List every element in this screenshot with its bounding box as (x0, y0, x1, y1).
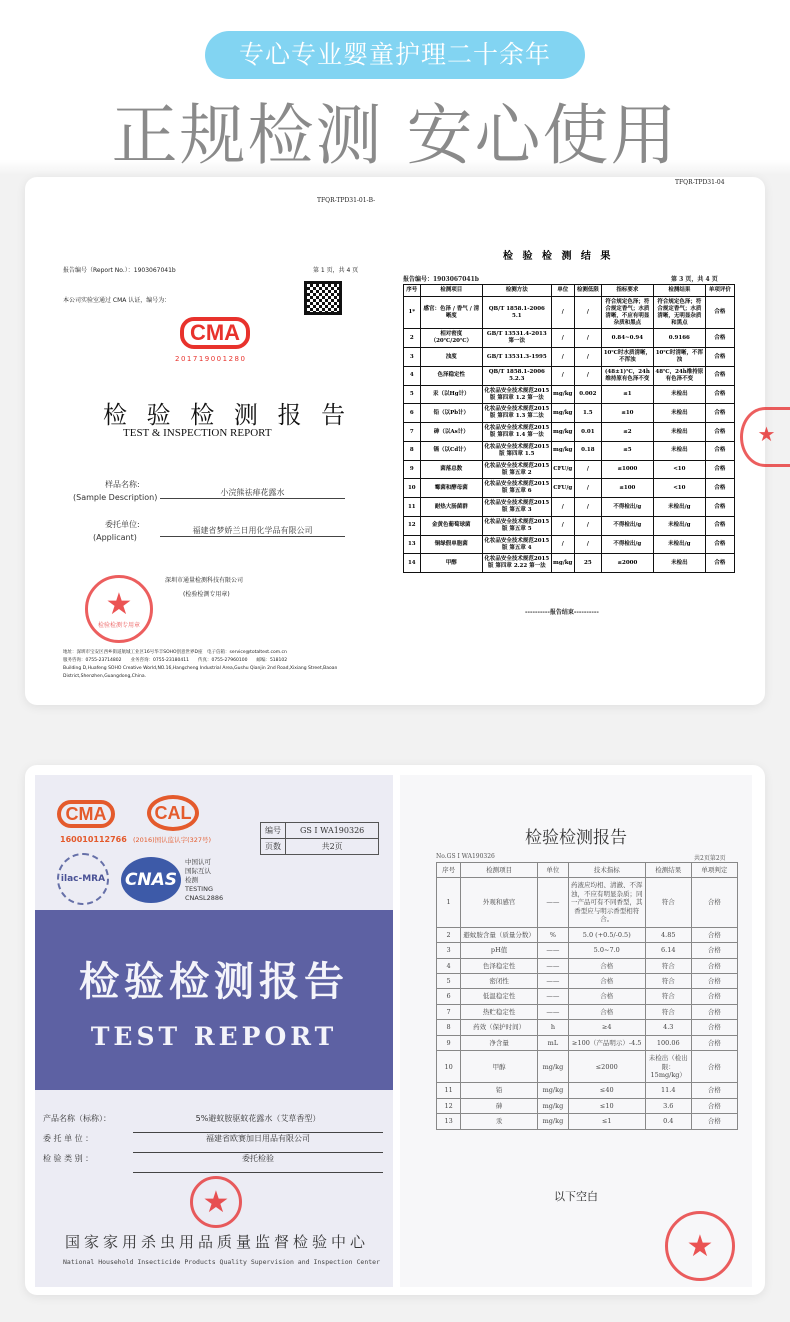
column-header: 检测项目 (461, 863, 538, 878)
table-cell: 100.06 (645, 1035, 691, 1050)
table-cell: mg/kg (538, 1051, 569, 1083)
table-cell: 6.14 (645, 943, 691, 958)
table-cell: —— (538, 878, 569, 927)
table-cell: 11.4 (645, 1083, 691, 1098)
table-cell: / (551, 366, 574, 385)
table-cell: 未检出 (653, 554, 705, 573)
table-cell: 合格 (691, 943, 737, 958)
table-cell: 不得检出/g (601, 498, 653, 517)
table-cell: 汞（以Hg计） (420, 385, 482, 404)
table-row (437, 1114, 738, 1129)
table-cell: 10 (404, 479, 421, 498)
cnas-text: 中国认可 国际互认 检测 TESTING CNASL2886 (185, 858, 224, 902)
table-cell: 合格 (568, 989, 645, 1004)
column-header: 检测结果 (645, 863, 691, 878)
table-cell: 不得检出/g (601, 516, 653, 535)
table-cell: / (574, 516, 601, 535)
table-cell: 热贮稳定性 (461, 1004, 538, 1019)
table-cell: 6 (404, 404, 421, 423)
table-cell: / (551, 516, 574, 535)
cal-logo: CAL (147, 795, 199, 831)
table-cell: 0.01 (574, 423, 601, 442)
table-cell: 1 (437, 878, 461, 927)
table-cell: 25 (574, 554, 601, 573)
table-cell: 汞 (461, 1114, 538, 1129)
table-row (404, 498, 735, 517)
column-header: 指标要求 (601, 285, 653, 297)
table-cell: 未检出 (653, 441, 705, 460)
table-cell: 符合规定色泽；符合规定香气；水质清晰，不应有明显杂质和黑点 (601, 296, 653, 329)
table-row (404, 423, 735, 442)
table-row (404, 460, 735, 479)
table-cell: 合格 (691, 1004, 737, 1019)
table-cell: <10 (653, 460, 705, 479)
cover-title-cn: 检验检测报告 (79, 959, 349, 1005)
table-cell: 9 (437, 1035, 461, 1050)
table-cell: (48±1)℃，24h维持原有色泽不变 (601, 366, 653, 385)
cma-logo: CMA (180, 317, 250, 349)
blank-note: 以下空白 (554, 1190, 598, 1203)
table-cell: 合格 (705, 535, 734, 554)
table-cell: 浊度 (420, 348, 482, 367)
table-cell: 色泽稳定性 (461, 958, 538, 973)
table-cell: 符合 (645, 973, 691, 988)
table-cell: 合格 (705, 441, 734, 460)
table-cell: 合格 (691, 927, 737, 942)
table-cell: 0.84~0.94 (601, 329, 653, 348)
table-cell: 合格 (691, 958, 737, 973)
table-row (404, 554, 735, 573)
form-code: TFQR-TPD31-01-B- (317, 197, 376, 204)
edge-stamp: ★ (740, 407, 790, 467)
table-cell: 14 (404, 554, 421, 573)
table-cell: 1* (404, 296, 421, 329)
table-cell: 符合规定色泽；符合规定香气；水质清晰，无明显杂质和黑点 (653, 296, 705, 329)
table-cell: 合格 (705, 516, 734, 535)
table-cell: 0.002 (574, 385, 601, 404)
table-cell: 合格 (691, 1035, 737, 1050)
table-cell: 合格 (691, 1051, 737, 1083)
table-cell: 甲醇 (461, 1051, 538, 1083)
table-cell: 铜绿假单胞菌 (420, 535, 482, 554)
table-cell: 感官：色泽 / 香气 / 清晰度 (420, 296, 482, 329)
table-cell: 未检出 (653, 404, 705, 423)
table-row (404, 404, 735, 423)
cma-number: 201719001280 (175, 355, 247, 363)
column-header: 序号 (437, 863, 461, 878)
table-cell: 5.0~7.0 (568, 943, 645, 958)
table-cell: 未检出 (653, 385, 705, 404)
column-header: 单位 (538, 863, 569, 878)
table-cell: 砷（以As计） (420, 423, 482, 442)
ilac-logo: ilac-MRA (57, 853, 109, 905)
table-cell: / (551, 535, 574, 554)
table-cell: 化妆品安全技术规范2015版 第四章 1.3 第二法 (483, 404, 552, 423)
sample-label: 样品名称: (105, 480, 140, 489)
table-cell: mg/kg (538, 1098, 569, 1113)
table-cell: 5 (437, 973, 461, 988)
table-row (437, 973, 738, 988)
table-cell: 0.4 (645, 1114, 691, 1129)
table-cell: 11 (404, 498, 421, 517)
table-cell: 12 (404, 516, 421, 535)
results-report-number: 报告编号：1903067041b (403, 276, 479, 283)
table-cell: / (551, 498, 574, 517)
table-cell: mg/kg (551, 385, 574, 404)
table-cell: 12 (437, 1098, 461, 1113)
qr-code-icon (304, 281, 342, 315)
table-cell: 避蚊胺含量（质量分数） (461, 927, 538, 942)
table-cell: 外观和感官 (461, 878, 538, 927)
table-cell: 符合 (645, 958, 691, 973)
column-header: 检测结果 (653, 285, 705, 297)
table-cell: 不得检出/g (601, 535, 653, 554)
table-row (404, 441, 735, 460)
table-cell: 相对密度（20℃/20℃） (420, 329, 482, 348)
table-cell: / (574, 296, 601, 329)
table-cell: GB/T 13531.4-2013 第一法 (483, 329, 552, 348)
cma-statement: 本公司实验室通过 CMA 认证，编号为： (63, 297, 171, 304)
applicant-label-en: (Applicant) (93, 533, 137, 542)
table-cell: mg/kg (538, 1114, 569, 1129)
table-cell: 合格 (705, 385, 734, 404)
table-cell: 未检出/g (653, 498, 705, 517)
report-title-en: TEST & INSPECTION REPORT (123, 427, 272, 439)
table-cell: 6 (437, 989, 461, 1004)
table-cell: 净含量 (461, 1035, 538, 1050)
official-stamp: ★ 检验检测专用章 (85, 575, 153, 643)
table-cell: pH值 (461, 943, 538, 958)
table-row (437, 1004, 738, 1019)
table-cell: ≤40 (568, 1083, 645, 1098)
results-number: No.GS I WA190326 (436, 853, 495, 860)
table-cell: ≤10 (601, 404, 653, 423)
table-cell: 13 (437, 1114, 461, 1129)
applicant-label: 委托单位: (105, 520, 140, 529)
table-cell: 4 (437, 958, 461, 973)
table-cell: 10℃时水质清晰，不浑浊 (601, 348, 653, 367)
column-header: 检测方法 (483, 285, 552, 297)
table-row (437, 943, 738, 958)
table-cell: 甲醇 (420, 554, 482, 573)
table-cell: h (538, 1020, 569, 1035)
table-cell: ≤1000 (601, 460, 653, 479)
table-cell: 0.18 (574, 441, 601, 460)
table-cell: 化妆品安全技术规范2015版 第五章 3 (483, 498, 552, 517)
table-cell: —— (538, 989, 569, 1004)
table-cell: / (551, 296, 574, 329)
table-cell: 合格 (691, 878, 737, 927)
table-cell: 5 (404, 385, 421, 404)
table-cell: ≤10 (568, 1098, 645, 1113)
table-cell: 9 (404, 460, 421, 479)
table-cell: 未检出 (653, 423, 705, 442)
table-cell: 化妆品安全技术规范2015版 第五章 2 (483, 460, 552, 479)
table-cell: 砷 (461, 1098, 538, 1113)
table-cell: 7 (437, 1004, 461, 1019)
slogan-badge: 专心专业婴童护理二十余年 (205, 31, 585, 79)
table-cell: 7 (404, 423, 421, 442)
table-cell: 化妆品安全技术规范2015版 第五章 6 (483, 479, 552, 498)
table-cell: 菌落总数 (420, 460, 482, 479)
table-cell: 2 (437, 927, 461, 942)
table-cell: 化妆品安全技术规范2015版 第四章 2.22 第一法 (483, 554, 552, 573)
page-title: 正规检测 安心使用 (111, 97, 679, 174)
column-header: 序号 (404, 285, 421, 297)
table-cell: ≥4 (568, 1020, 645, 1035)
table-cell: 合格 (705, 460, 734, 479)
table-row (404, 296, 735, 329)
cma-number: 160010112766 (60, 835, 127, 844)
report-info-table: 编号 GS I WA190326 页数 共2页 (260, 822, 379, 855)
table-cell: 3 (404, 348, 421, 367)
table-cell: mg/kg (551, 554, 574, 573)
table-row (404, 516, 735, 535)
table-cell: 符合 (645, 1004, 691, 1019)
official-stamp-2: ★ (665, 1211, 735, 1281)
table-row (437, 1035, 738, 1050)
results-title: 检验检测报告 (525, 828, 627, 848)
table-cell: mg/kg (551, 441, 574, 460)
table-cell: mg/kg (551, 423, 574, 442)
table-cell: 5.0 (+0.5/-0.5) (568, 927, 645, 942)
table-row (404, 348, 735, 367)
table-cell: ≤2000 (568, 1051, 645, 1083)
table-cell: ≥100（产品明示）-4.5 (568, 1035, 645, 1050)
table-cell: 合格 (691, 1020, 737, 1035)
table-cell: 11 (437, 1083, 461, 1098)
table-cell: 13 (404, 535, 421, 554)
table-cell: 48℃，24h维持原有色泽不变 (653, 366, 705, 385)
table-cell: 密闭性 (461, 973, 538, 988)
applicant-value: 福建省梦娇兰日用化学品有限公司 (160, 525, 345, 537)
table-cell: 10 (437, 1051, 461, 1083)
table-cell: 3 (437, 943, 461, 958)
table-cell: 未检出/g (653, 516, 705, 535)
table-cell: —— (538, 958, 569, 973)
table-row (437, 1098, 738, 1113)
cnas-logo: CNAS (121, 857, 181, 903)
table-cell: 4 (404, 366, 421, 385)
table-cell: 合格 (705, 404, 734, 423)
table-cell: 药液应均相、清澈、不浑浊，不应有明显杂质；同一产品可有不同香型，其香型应与明示香型相符合。 (568, 878, 645, 927)
table-cell: 合格 (705, 366, 734, 385)
table-cell: —— (538, 973, 569, 988)
table-row (404, 385, 735, 404)
table-cell: GB/T 13531.3-1995 (483, 348, 552, 367)
table-cell: ≤5 (601, 441, 653, 460)
table-cell: 耐热大肠菌群 (420, 498, 482, 517)
table-row (437, 878, 738, 927)
table-row (404, 329, 735, 348)
table-cell: / (574, 479, 601, 498)
seal-note: (检验检测专用章) (183, 591, 230, 598)
report-title-cn: 检 验 检 测 报 告 (103, 401, 352, 429)
table-row (404, 535, 735, 554)
table-cell: % (538, 927, 569, 942)
column-header: 单位 (551, 285, 574, 297)
results-table-1 (403, 284, 735, 573)
table-cell: 合格 (691, 973, 737, 988)
table-cell: 色泽稳定性 (420, 366, 482, 385)
table-cell: 1.5 (574, 404, 601, 423)
column-header: 单项评价 (705, 285, 734, 297)
table-row (404, 479, 735, 498)
table-cell: 合格 (705, 296, 734, 329)
table-cell: ≤100 (601, 479, 653, 498)
table-cell: / (574, 348, 601, 367)
table-cell: 合格 (705, 348, 734, 367)
table-cell: 10℃时清晰，不浑浊 (653, 348, 705, 367)
table-row (437, 1020, 738, 1035)
table-cell: 药效（保护时间） (461, 1020, 538, 1035)
table-cell: 镉（以Cd计） (420, 441, 482, 460)
report-end: ----------报告结束---------- (525, 609, 599, 616)
table-cell: 合格 (705, 479, 734, 498)
table-cell: 合格 (705, 498, 734, 517)
table-cell: / (574, 460, 601, 479)
results-page: 第 3 页，共 4 页 (671, 276, 718, 283)
table-cell: 化妆品安全技术规范2015版 第四章 1.2 第一法 (483, 385, 552, 404)
table-cell: / (551, 348, 574, 367)
table-cell: 低温稳定性 (461, 989, 538, 1004)
table-cell: 化妆品安全技术规范2015版 第五章 4 (483, 535, 552, 554)
table-cell: 8 (437, 1020, 461, 1035)
results-table-2 (436, 862, 738, 1130)
table-cell: 2 (404, 329, 421, 348)
table-cell: 合格 (691, 1114, 737, 1129)
table-cell: mg/kg (538, 1083, 569, 1098)
column-header: 检测低限 (574, 285, 601, 297)
cover-fields: 产品名称（标称）： 5%避蚊胺驱蚊花露水（艾草香型） 委 托 单 位 ： 福建省欧赛加日用品有限公司 检 验 类 别 ： 委托检验 (43, 1113, 383, 1173)
table-row (437, 1083, 738, 1098)
table-header-row (404, 285, 735, 297)
table-cell: QB/T 1858.1-2006 5.1 (483, 296, 552, 329)
table-cell: 合格 (568, 973, 645, 988)
report-cover (35, 775, 393, 1287)
table-row (437, 927, 738, 942)
table-cell: ≤2 (601, 423, 653, 442)
table-cell: / (574, 498, 601, 517)
org-name-cn: 国家家用杀虫用品质量监督检验中心 (65, 1233, 370, 1251)
sample-label-en: (Sample Description) (73, 493, 158, 502)
table-cell: 铅 (461, 1083, 538, 1098)
table-cell: 4.85 (645, 927, 691, 942)
report-number: 报告编号（Report No.）：1903067041b (63, 267, 176, 274)
table-row (437, 958, 738, 973)
table-cell: 8 (404, 441, 421, 460)
table-cell: 合格 (705, 554, 734, 573)
table-cell: / (574, 366, 601, 385)
column-header: 检测项目 (420, 285, 482, 297)
table-row (404, 366, 735, 385)
table-cell: 符合 (645, 878, 691, 927)
table-cell: 合格 (691, 1098, 737, 1113)
table-cell: 未检出/g (653, 535, 705, 554)
company-name: 深圳市通量检测科技有限公司 (165, 577, 244, 584)
table-cell: ≤1 (601, 385, 653, 404)
table-cell: 3.6 (645, 1098, 691, 1113)
table-row (437, 989, 738, 1004)
sample-value: 小浣熊祛痱花露水 (160, 487, 345, 499)
table-cell: / (574, 329, 601, 348)
title-band (35, 910, 393, 1090)
table-cell: QB/T 1858.1-2006 5.2.3 (483, 366, 552, 385)
table-cell: 4.3 (645, 1020, 691, 1035)
org-name-en: National Household Insecticide Products Quality Supervision and Inspection Center (63, 1258, 380, 1266)
table-cell: 化妆品安全技术规范2015版 第四章 1.4 第一法 (483, 423, 552, 442)
cover-title-en: TEST REPORT (90, 1022, 338, 1051)
table-cell: 霉菌和酵母菌 (420, 479, 482, 498)
table-cell: 化妆品安全技术规范2015版 第五章 5 (483, 516, 552, 535)
table-cell: 合格 (691, 1083, 737, 1098)
table-cell: ≤2000 (601, 554, 653, 573)
cal-number: (2016)国认监认字(327号) (133, 836, 212, 844)
table-cell: / (551, 329, 574, 348)
table-cell: 0.9166 (653, 329, 705, 348)
column-header: 单项判定 (691, 863, 737, 878)
official-stamp: ★ (190, 1176, 242, 1228)
table-cell: CFU/g (551, 460, 574, 479)
table-cell: 金黄色葡萄球菌 (420, 516, 482, 535)
table-row (437, 1051, 738, 1083)
table-header-row (437, 863, 738, 878)
table-cell: mL (538, 1035, 569, 1050)
table-cell: / (574, 535, 601, 554)
table-cell: 合格 (705, 329, 734, 348)
report-footer: 地址：深圳市宝安区西乡街道航城工业区16号华丰SOHO创意世界D座 电子信箱：service@totaltest.com.cn 服务咨询：0755-23714802 业务咨询：0755-23180411 传真：0755-27960100 邮编：518102 Building D,Huafeng SOHO Creative World,NO.16,Hangcheng Industrial Area,Gushu Qianjin 2nd Road,Xixiang Street,Baoan District,Shenzhen,Guangdong,China. (63, 650, 338, 679)
table-cell: —— (538, 1004, 569, 1019)
form-code-results: TFQR-TPD31-04 (675, 179, 725, 186)
table-cell: —— (538, 943, 569, 958)
table-cell: CFU/g (551, 479, 574, 498)
table-cell: 化妆品安全技术规范2015版 第四章 1.5 (483, 441, 552, 460)
table-cell: 合格 (691, 989, 737, 1004)
table-cell: 未检出（检出限：15mg/kg） (645, 1051, 691, 1083)
table-cell: <10 (653, 479, 705, 498)
table-cell: 符合 (645, 989, 691, 1004)
results-page: 共2页第2页 (694, 855, 726, 862)
page-indicator: 第 1 页，共 4 页 (313, 267, 359, 274)
cma-logo: CMA (57, 800, 115, 828)
table-cell: 铅（以Pb计） (420, 404, 482, 423)
table-cell: 合格 (568, 958, 645, 973)
table-cell: ≤1 (568, 1114, 645, 1129)
table-cell: mg/kg (551, 404, 574, 423)
table-cell: 合格 (705, 423, 734, 442)
table-cell: 合格 (568, 1004, 645, 1019)
results-title: 检 验 检 测 结 果 (503, 251, 614, 262)
column-header: 技术指标 (568, 863, 645, 878)
